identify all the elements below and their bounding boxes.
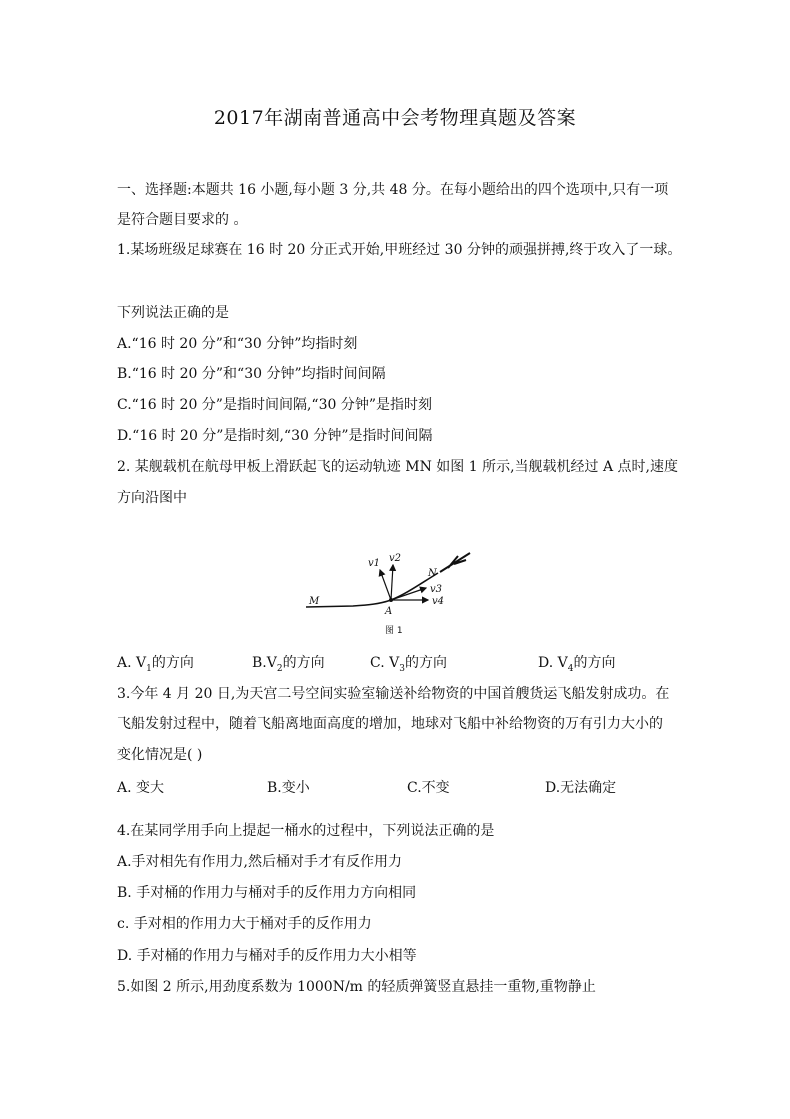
section-intro-line-1: 一、选择题:本题共 16 小题,每小题 3 分,共 48 分。在每小题给出的四个选项中,只有一项 — [117, 182, 669, 198]
question-2-option-a: A. $V_1$的方向 — [117, 655, 194, 674]
question-2-option-b: $B.V_2$的方向 — [252, 655, 325, 674]
question-5-stem: 5.如图 2 所示,用劲度系数为 1000N/m 的轻质弹簧竖直悬挂一重物,重物静止 — [117, 979, 596, 995]
question-2-option-d: D. $V_4$的方向 — [538, 655, 616, 674]
question-2-option-c: C. $V_3$的方向 — [370, 655, 447, 674]
label-v2: v2 — [389, 553, 402, 564]
label-m: M — [309, 596, 320, 607]
question-1-prompt: 下列说法正确的是 — [117, 305, 229, 321]
label-a: A — [385, 606, 393, 617]
question-1-option-d: D.“16 时 20 分”是指时刻,“30 分钟”是指时间间隔 — [117, 428, 433, 444]
question-4-stem: 4.在某同学用手向上提起一桶水的过程中，下列说法正确的是 — [117, 823, 495, 839]
section-intro-line-2: 是符合题目要求的 。 — [117, 212, 248, 228]
question-2-stem-line-1: 2. 某舰载机在航母甲板上滑跃起飞的运动轨迹 MN 如图 1 所示,当舰载机经过 A 点时,速度 — [117, 459, 679, 475]
airplane-icon — [440, 553, 470, 572]
vector-v3 — [391, 588, 426, 600]
trajectory-diagram — [298, 538, 488, 643]
question-3-option-a: A. 变大 — [117, 780, 165, 796]
figure-1 — [298, 538, 488, 643]
label-v4: v4 — [432, 596, 445, 607]
question-2-stem-line-2: 方向沿图中 — [117, 490, 187, 506]
question-3-option-b: B.变小 — [267, 780, 310, 796]
question-1-option-b: B.“16 时 20 分”和“30 分钟”均指时间间隔 — [117, 366, 386, 382]
question-4-option-b: B. 手对桶的作用力与桶对手的反作用力方向相同 — [117, 885, 417, 901]
question-4-option-c: c. 手对相的作用力大于桶对手的反作用力 — [117, 916, 372, 932]
vector-v2 — [391, 565, 393, 600]
figure-caption: 图 1 — [385, 626, 403, 636]
question-4-option-d: D. 手对桶的作用力与桶对手的反作用力大小相等 — [117, 948, 417, 964]
label-v1: v1 — [368, 558, 381, 569]
question-1-option-a: A.“16 时 20 分”和“30 分钟”均指时刻 — [117, 336, 358, 352]
question-3-stem-line-1: 3.今年 4 月 20 日,为天宫二号空间实验室输送补给物资的中国首艘货运飞船发射成功。在 — [117, 686, 670, 702]
question-3-stem-line-2: 飞船发射过程中，随着飞船离地面高度的增加，地球对飞船中补给物资的万有引力大小的 — [117, 716, 663, 732]
question-3-stem-line-3: 变化情况是( ) — [117, 747, 203, 763]
label-v3: v3 — [430, 584, 443, 595]
question-3-option-d: D.无法确定 — [545, 780, 617, 796]
label-n: N — [428, 568, 437, 579]
vector-v1 — [380, 570, 391, 600]
trajectory-curve — [306, 573, 438, 607]
page-title: 2017年湖南普通高中会考物理真题及答案 — [213, 107, 577, 129]
question-4-option-a: A.手对相先有作用力,然后桶对手才有反作用力 — [117, 854, 403, 870]
question-1-stem: 1.某场班级足球赛在 16 时 20 分正式开始,甲班经过 30 分钟的顽强拼搏,终于攻入了一球。 — [117, 242, 682, 258]
question-3-option-c: C.不变 — [407, 780, 450, 796]
question-1-option-c: C.“16 时 20 分”是指时间间隔,“30 分钟”是指时刻 — [117, 397, 432, 413]
